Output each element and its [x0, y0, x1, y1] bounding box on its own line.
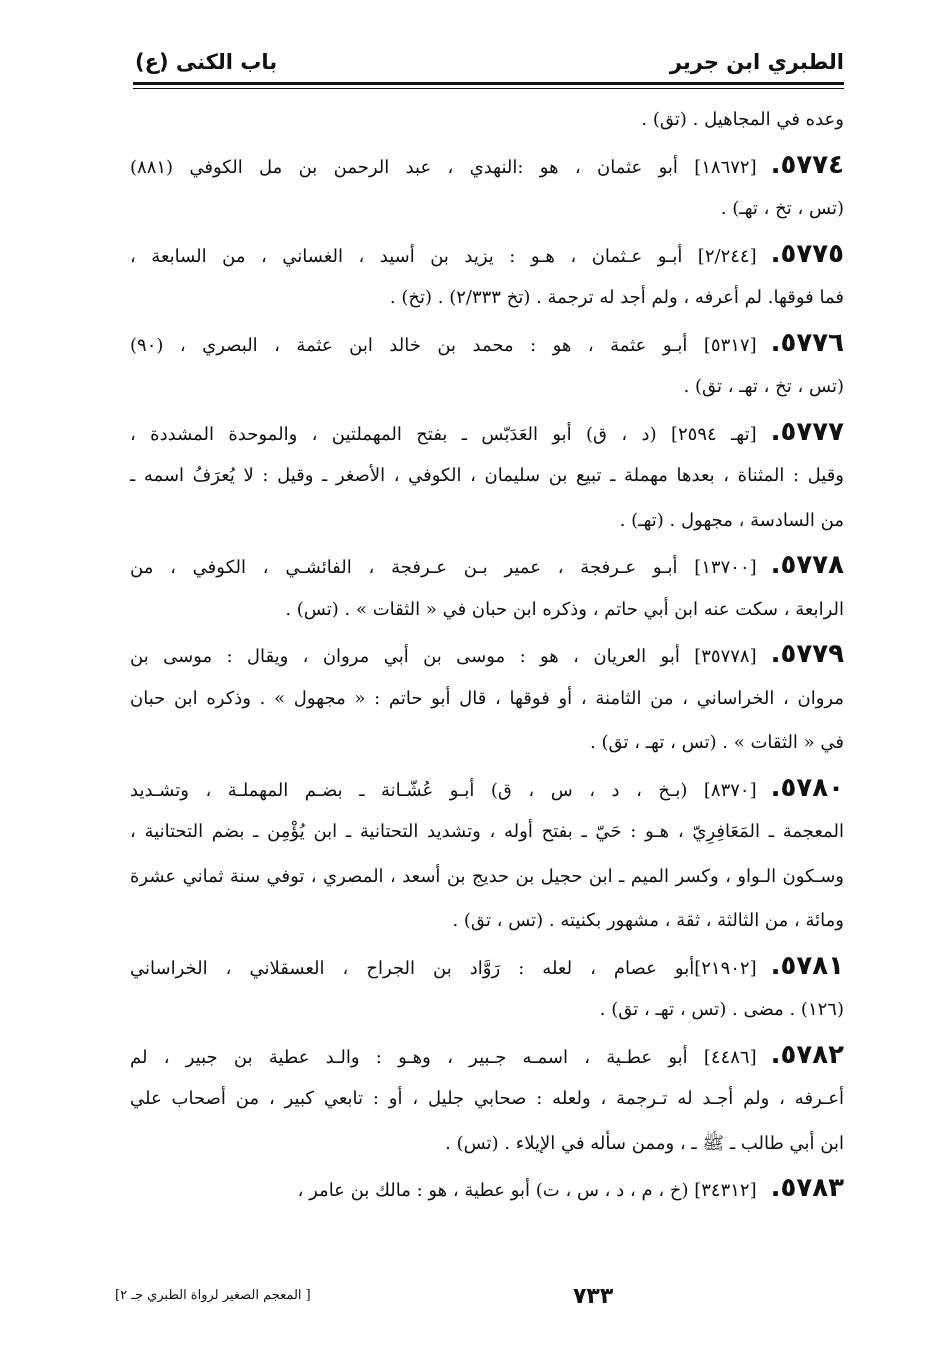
entry-5777: [130, 410, 844, 544]
text-line: من السادسة ، مجهول . (تهـ) .: [619, 509, 844, 531]
text-line: وسـكون الـواو ، وكسر الميم ـ ابن حجيل بن حديج بن أسعد ، المصري ، توفي سنة ثماني عشرة: [130, 865, 844, 887]
entry-text: [٤٤٨٦] أبو عطـية ، اسمـه جـبير ، وهـو : والـد عطية بن جبير ، لم: [130, 1046, 757, 1068]
entry-5775: [130, 232, 844, 321]
text-line: (١٢٦) . مضى . (تس ، تهـ ، تق) .: [599, 999, 844, 1020]
entry-number: ٥٧٨٠.: [770, 772, 844, 803]
text-line: ومائة ، من الثالثة ، ثقة ، مشهور بكنيته . (تس ، تق) .: [452, 910, 844, 931]
entry-first-line: [130, 232, 844, 277]
entry-first-line: [130, 766, 844, 811]
entry-first-line: [130, 1033, 844, 1078]
text-line: وقيل : المثناة ، بعدها مهملة ـ تبيع بن سليمان ، الكوفي ، الأصغر ـ وقيل : لا يُعرَفُ اسمه ـ: [130, 465, 844, 486]
entry-5776: [130, 321, 844, 410]
text-line: المعجمة ـ المَعَافِرِيّ ، هـو : حَيّ ـ بفتح أوله ، وتشديد التحتانية ـ ابن يُؤْمِن ـ بضم التحتانية ،: [130, 821, 844, 842]
entry-5774: [130, 143, 844, 232]
entry-first-line: [130, 143, 844, 188]
entry-number: ٥٧٧٤.: [770, 149, 844, 180]
entry-number: ٥٧٨٢.: [770, 1039, 844, 1070]
entries-body: [130, 98, 844, 1211]
entry-continuation: [130, 98, 844, 143]
running-header-chapter-title: باب الكنى (ع): [135, 50, 278, 74]
entry-number: ٥٧٧٩.: [770, 639, 844, 669]
entry-5782: [130, 1033, 844, 1167]
entry-text: [٢١٩٠٢]أبو عصام ، لعله : رَوَّاد بن الجراح ، العسقلاني ، الخراساني: [130, 957, 757, 979]
text-line: (تس ، تخ ، تهـ) .: [720, 198, 844, 219]
entry-number: ٥٧٧٧.: [770, 416, 844, 447]
entry-first-line: [130, 1166, 844, 1211]
entry-5783: [130, 1166, 844, 1211]
entry-text: [١٨٦٧٢] أبو عثمان ، هو :النهدي ، عبد الرحمن بن مل الكوفي (٨٨١): [130, 156, 757, 178]
text-line: ابن أبي طالب ـ ﷺ ـ ، وممن سأله في الإيلاء . (تس) .: [445, 1132, 844, 1154]
entry-number: ٥٧٧٦.: [770, 327, 844, 358]
entry-5778: [130, 543, 844, 632]
text-line: الرابعة ، سكت عنه ابن أبي حاتم ، وذكره ابن حبان في « الثقات » . (تس) .: [285, 598, 844, 620]
running-header: [135, 40, 844, 74]
header-rule-thick: [133, 82, 844, 85]
footer-book-note: [ المعجم الصغير لرواة الطبري جـ ٢]: [115, 1288, 311, 1303]
entry-number: ٥٧٨٣.: [770, 1173, 844, 1203]
text-line: في « الثقات » . (تس ، تهـ ، تق) .: [590, 732, 844, 753]
header-rule-thin: [133, 88, 844, 89]
entry-5781: [130, 944, 844, 1033]
entry-first-line: [130, 410, 844, 455]
entry-text: [تهـ ٢٥٩٤] (د ، ق) أبو العَدَبّس ـ بفتح المهملتين ، والموحدة المشددة ،: [130, 423, 757, 445]
entry-5780: [130, 766, 844, 944]
entry-text: [١٣٧٠٠] أبـو عـرفجة ، عمير بـن عـرفجة ، الفائشـي ، الكوفي ، من: [130, 557, 757, 578]
text-line: وعده في المجاهيل . (تق) .: [641, 109, 844, 130]
text-line: أعـرفه ، ولم أجـد له تـرجمة ، ولعله : صحابي جليل ، أو : تابعي كبير ، من أصحاب علي: [130, 1088, 844, 1109]
entry-5779: [130, 632, 844, 766]
entry-number: ٥٧٧٥.: [770, 238, 844, 269]
entry-text: [٣٥٧٧٨] أبو العريان ، هو : موسى بن أبي مروان ، ويقال : موسى بن: [130, 646, 757, 667]
entry-first-line: [130, 321, 844, 366]
text-line: (تس ، تخ ، تهـ ، تق) .: [683, 376, 844, 397]
entry-number: ٥٧٧٨.: [770, 550, 844, 580]
entry-text: [٨٣٧٠] (بـخ ، د ، س ، ق) أبـو عُشّـانة ـ بضـم المهملـة ، وتشـديد: [130, 779, 757, 801]
entry-text: [٢/٢٤٤] أبـو عـثمان ، هـو : يزيد بن أسيد ، الغساني ، من السابعة ،: [130, 245, 757, 267]
text-line: مروان ، الخراساني ، من الثامنة ، أو فوقها ، قال أبو حاتم : « مجهول » . وذكره ابن حبان: [130, 687, 844, 709]
page-footer: [115, 1284, 844, 1328]
entry-text: [٥٣١٧] أبـو عثمة ، هو : محمد بن خالد ابن عثمة ، البصري ، (٩٠): [130, 334, 757, 356]
entry-number: ٥٧٨١.: [770, 950, 844, 981]
page-number: ٧٣٣: [573, 1284, 614, 1309]
running-header-book-title: الطبري ابن جرير: [669, 50, 844, 74]
entry-first-line: [130, 543, 844, 588]
entry-first-line: [130, 632, 844, 677]
entry-first-line: [130, 944, 844, 989]
text-line: فما فوقها. لم أعرفه ، ولم أجد له ترجمة . (تخ ٢/٣٣٣) . (تخ) .: [389, 287, 844, 308]
entry-text: [٣٤٣١٢] (خ ، م ، د ، س ، ت) أبو عطية ، هو : مالك بن عامر ،: [297, 1180, 757, 1201]
